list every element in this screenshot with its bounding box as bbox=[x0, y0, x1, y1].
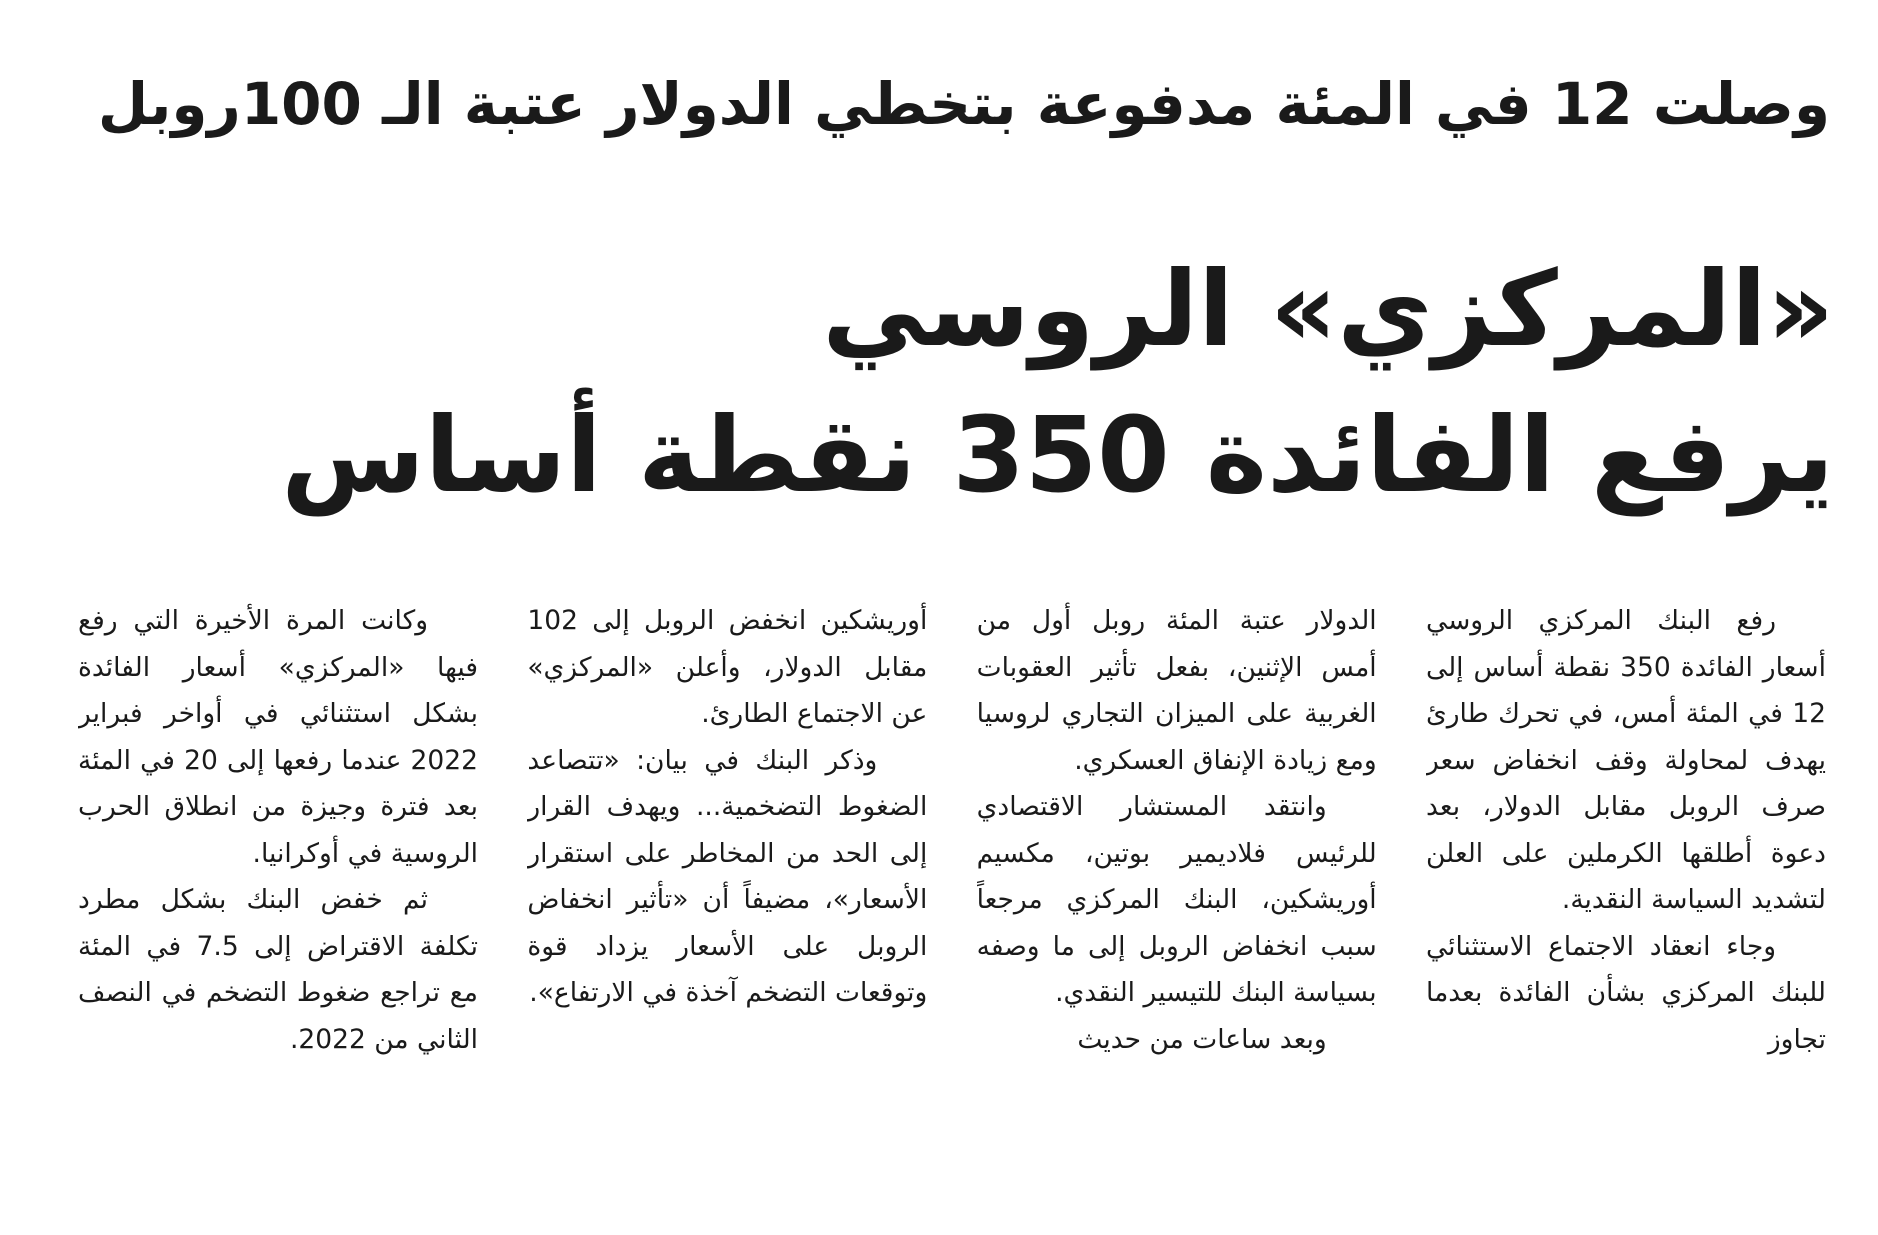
paragraph: وجاء انعقاد الاجتماع الاستثنائي للبنك المركزي بشأن الفائدة بعدما تجاوز bbox=[1426, 930, 1826, 1055]
paragraph: رفع البنك المركزي الروسي أسعار الفائدة 350 نقطة أساس إلى 12 في المئة أمس، في تحرك طارئ يهدف لمحاولة وقف انخفاض سعر صرف الروبل مقابل الدولار، بعد دعوة أطلقها الكرملين على العلن لتشديد السياسة النقدية. bbox=[1426, 605, 1826, 915]
column-4 bbox=[78, 598, 478, 1178]
paragraph: ثم خفض البنك بشكل مطرد تكلفة الاقتراض إلى 7.5 في المئة مع تراجع ضغوط التضخم في النصف الثاني من 2022. bbox=[78, 884, 479, 1055]
paragraph: وبعد ساعات من حديث bbox=[1077, 1023, 1327, 1055]
article-kicker: وصلت 12 في المئة مدفوعة بتخطي الدولار عتبة الـ 100روبل bbox=[97, 70, 1830, 138]
column-2 bbox=[977, 598, 1377, 1178]
paragraph: وذكر البنك في بيان: «تتصاعد الضغوط التضخمية... ويهدف القرار إلى الحد من المخاطر على استقرار الأسعار»، مضيفاً أن «تأثير انخفاض الروبل على الأسعار يزداد قوة وتوقعات التضخم آخذة في الارتفاع». bbox=[527, 744, 928, 1008]
paragraph: الدولار عتبة المئة روبل أول من أمس الإثنين، بفعل تأثير العقوبات الغربية على الميزان التجاري لروسيا ومع زيادة الإنفاق العسكري. bbox=[976, 605, 1377, 776]
paragraph: وانتقد المستشار الاقتصادي للرئيس فلاديمير بوتين، مكسيم أوريشكين، البنك المركزي مرجعاً سبب انخفاض الروبل إلى ما وصفه بسياسة البنك للتيسير النقدي. bbox=[976, 791, 1377, 1008]
paragraph: أوريشكين انخفض الروبل إلى 102 مقابل الدولار، وأعلن «المركزي» عن الاجتماع الطارئ. bbox=[527, 605, 928, 729]
headline-line-1: «المركزي» الروسي bbox=[822, 248, 1834, 370]
column-1 bbox=[1426, 598, 1826, 1178]
column-3 bbox=[527, 598, 927, 1178]
headline-line-2: يرفع الفائدة 350 نقطة أساس bbox=[281, 394, 1834, 516]
article-headline bbox=[281, 236, 1834, 528]
paragraph: وكانت المرة الأخيرة التي رفع فيها «المركزي» أسعار الفائدة بشكل استثنائي في أواخر فبراير 2022 عندما رفعها إلى 20 في المئة بعد فترة وجيزة من انطلاق الحرب الروسية في أوكرانيا. bbox=[78, 605, 479, 869]
article-body bbox=[78, 598, 1826, 1178]
